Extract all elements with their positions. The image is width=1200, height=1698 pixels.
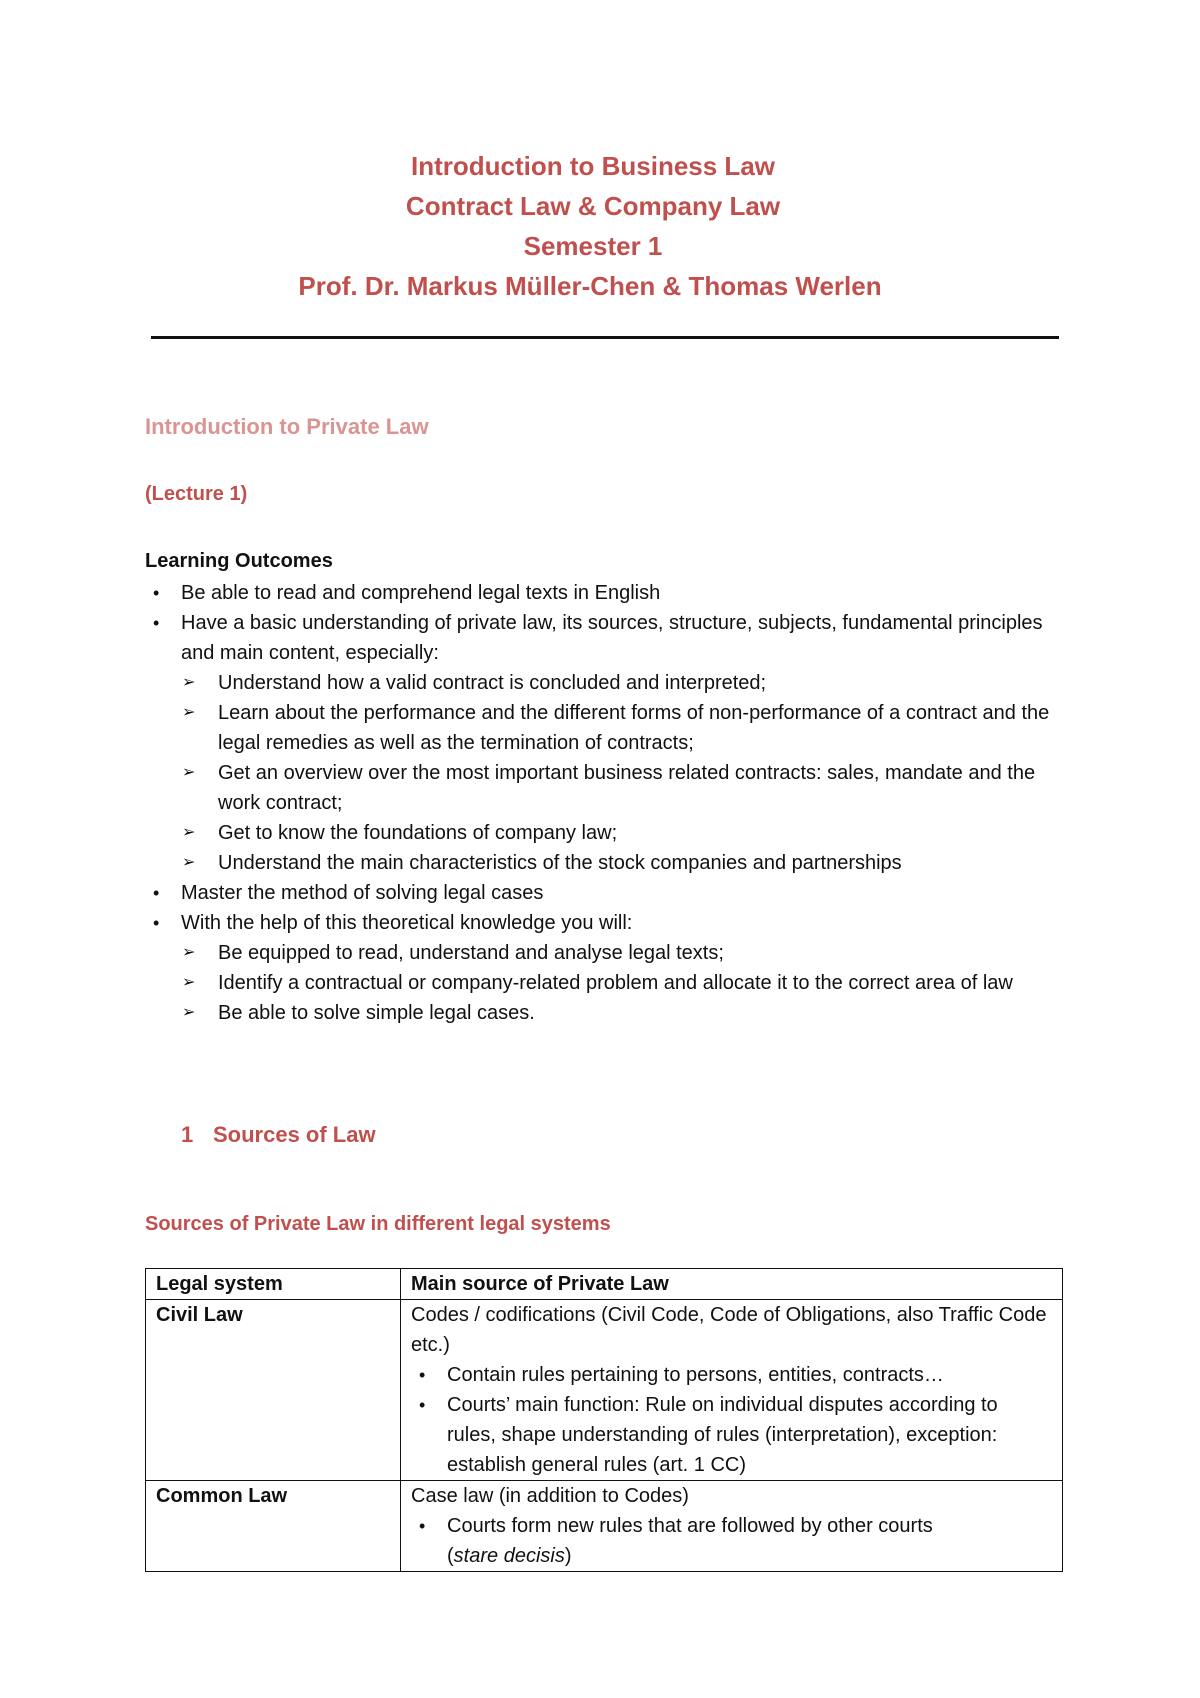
column-header-legal-system: Legal system xyxy=(146,1269,401,1300)
heading-sources-of-law xyxy=(181,1121,376,1149)
arrow-bullet-icon: ➢ xyxy=(182,704,196,721)
list-item: • Courts form new rules that are followed by other courts (stare decisis) xyxy=(411,1511,1052,1571)
sub-list-item: ➢ Get to know the foundations of company law; xyxy=(145,818,1065,848)
legal-system-cell: Civil Law xyxy=(146,1300,401,1481)
sub-list-item: ➢ Understand the main characteristics of the stock companies and partnerships xyxy=(145,848,1065,878)
arrow-bullet-icon: ➢ xyxy=(182,944,196,961)
arrow-bullet-icon: ➢ xyxy=(182,974,196,991)
legal-system-cell: Common Law xyxy=(146,1481,401,1572)
latin-term: stare decisis xyxy=(453,1545,565,1567)
course-subtitle: Contract Law & Company Law xyxy=(405,191,781,221)
table-header-row xyxy=(146,1269,1063,1300)
legal-systems-table xyxy=(145,1268,1063,1572)
arrow-bullet-icon: ➢ xyxy=(182,824,196,841)
list-item: • Courts’ main function: Rule on individual disputes according to rules, shape understanding of rules (interpretation), exception: establish general rules (art. 1 CC) xyxy=(411,1390,1052,1480)
semester-label: Semester 1 xyxy=(523,231,663,261)
professors-line: Prof. Dr. Markus Müller-Chen & Thomas Werlen xyxy=(298,271,882,301)
table-row xyxy=(146,1300,1063,1481)
sub-list-item: ➢ Be able to solve simple legal cases. xyxy=(145,998,1065,1028)
lecture-label: (Lecture 1) xyxy=(145,483,248,505)
sub-list-item: ➢ Learn about the performance and the different forms of non-performance of a contract and the legal remedies as well as the termination of contracts; xyxy=(145,698,1065,758)
document-header xyxy=(0,146,1200,306)
table-row xyxy=(146,1481,1063,1572)
arrow-bullet-icon: ➢ xyxy=(182,674,196,691)
sub-list-item: ➢ Understand how a valid contract is concluded and interpreted; xyxy=(145,668,1065,698)
list-item: • Have a basic understanding of private law, its sources, structure, subjects, fundamental principles and main content, especially: xyxy=(145,608,1065,668)
learning-outcomes-heading: Learning Outcomes xyxy=(145,550,333,572)
list-item: • Contain rules pertaining to persons, entities, contracts… xyxy=(411,1360,1052,1390)
list-item: • Master the method of solving legal cases xyxy=(145,878,1065,908)
header-divider xyxy=(151,336,1059,339)
source-text: Case law (in addition to Codes) xyxy=(411,1485,689,1507)
column-header-main-source: Main source of Private Law xyxy=(401,1269,1063,1300)
list-item: • Be able to read and comprehend legal texts in English xyxy=(145,578,1065,608)
source-text: Codes / codifications (Civil Code, Code of Obligations, also Traffic Code etc.) xyxy=(411,1304,1047,1356)
section-title: Introduction to Private Law xyxy=(145,414,429,439)
heading-text: Sources of Law xyxy=(213,1122,376,1147)
sub-list-item: ➢ Get an overview over the most important business related contracts: sales, mandate and the work contract; xyxy=(145,758,1065,818)
main-source-cell xyxy=(401,1300,1063,1481)
sub-list-item: ➢ Identify a contractual or company-related problem and allocate it to the correct area of law xyxy=(145,968,1065,998)
learning-outcomes-list xyxy=(145,578,1065,1028)
main-source-cell xyxy=(401,1481,1063,1572)
arrow-bullet-icon: ➢ xyxy=(182,1004,196,1021)
arrow-bullet-icon: ➢ xyxy=(182,854,196,871)
arrow-bullet-icon: ➢ xyxy=(182,764,196,781)
course-title: Introduction to Business Law xyxy=(410,151,775,181)
subsection-heading: Sources of Private Law in different legal systems xyxy=(145,1213,611,1235)
heading-number: 1 xyxy=(181,1122,194,1147)
sub-list-item: ➢ Be equipped to read, understand and analyse legal texts; xyxy=(145,938,1065,968)
list-item: • With the help of this theoretical knowledge you will: xyxy=(145,908,1065,938)
